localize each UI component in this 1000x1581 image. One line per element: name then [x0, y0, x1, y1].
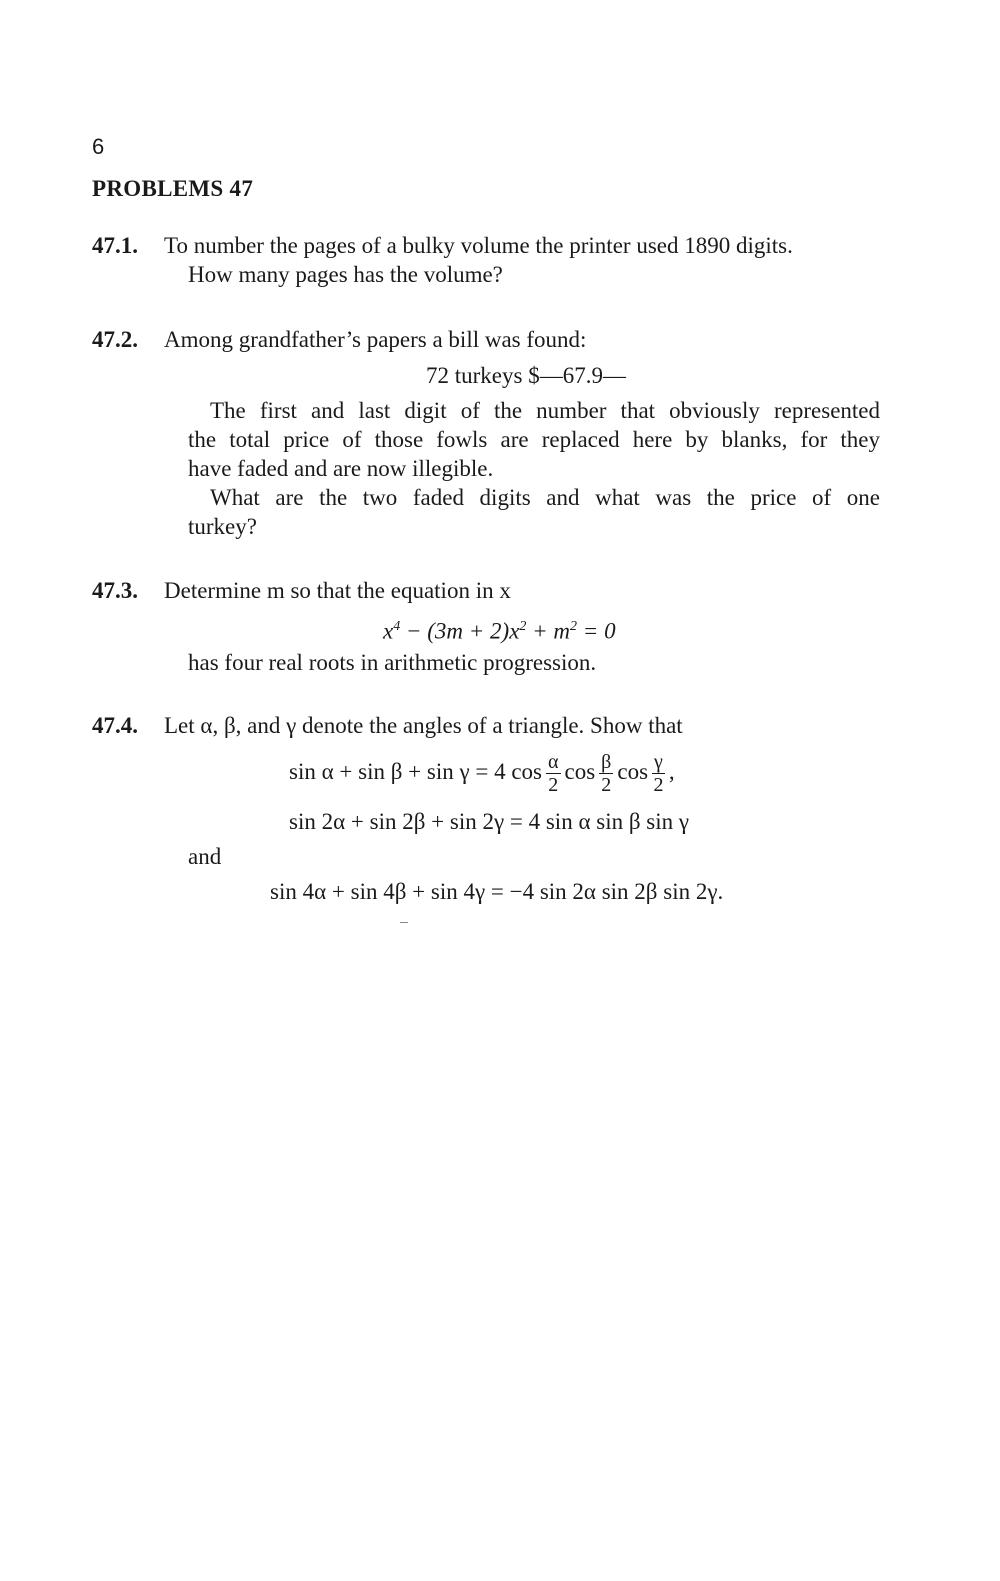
identity-equation-1: sin α + sin β + sin γ = 4 cos $\frac{\alpha}{2}$ cos $\frac{\beta}{2}$ cos $\frac{\gamma}{2}$ , — [289, 751, 675, 797]
page-number: 6 — [92, 134, 105, 159]
identity-equation-2: sin 2α + sin 2β + sin 2γ = 4 sin α sin β sin γ — [289, 809, 690, 834]
problem-text-line: Determine m so that the equation in x — [164, 578, 511, 603]
problem-47-2 — [92, 325, 892, 545]
stray-print-mark — [400, 922, 408, 923]
problem-number: 47.3. — [92, 578, 138, 603]
problem-text-line: The first and last digit of the number that obviously represented — [210, 398, 880, 423]
problem-number: 47.2. — [92, 327, 138, 352]
problem-47-4 — [92, 711, 892, 911]
fraction-beta-half: $\frac{\beta}{2}$ — [601, 751, 612, 797]
problem-text-line: has four real roots in arithmetic progression. — [188, 650, 597, 675]
identity-equation-3: sin 4α + sin 4β + sin 4γ = −4 sin 2α sin 2β sin 2γ. — [270, 879, 724, 904]
problem-number: 47.1. — [92, 233, 138, 258]
fraction-gamma-half: $\frac{\gamma}{2}$ — [653, 751, 664, 797]
problem-text-line: What are the two faded digits and what was the price of one — [210, 485, 880, 510]
problem-text-line: How many pages has the volume? — [188, 262, 503, 287]
fraction-alpha-half: $\frac{\alpha}{2}$ — [548, 751, 559, 797]
problem-text-line: Among grandfather’s papers a bill was found: — [164, 327, 587, 352]
problem-text-line: the total price of those fowls are replaced here by blanks, for they — [188, 427, 880, 452]
problem-text-line: Let α, β, and γ denote the angles of a triangle. Show that — [164, 713, 683, 738]
problem-text-line: To number the pages of a bulky volume the printer used 1890 digits. — [164, 233, 793, 258]
connector-word: and — [188, 844, 222, 869]
bill-line: 72 turkeys $—67.9— — [426, 363, 626, 388]
quartic-equation: $x^4 - (3m + 2)x^2 + m^2 = 0$ — [383, 618, 616, 644]
problem-47-3 — [92, 576, 892, 676]
section-title: PROBLEMS 47 — [92, 176, 254, 201]
problem-text-line: turkey? — [188, 514, 257, 539]
problem-47-1 — [92, 231, 892, 291]
problem-text-line: have faded and are now illegible. — [188, 456, 494, 481]
problem-number: 47.4. — [92, 713, 138, 738]
